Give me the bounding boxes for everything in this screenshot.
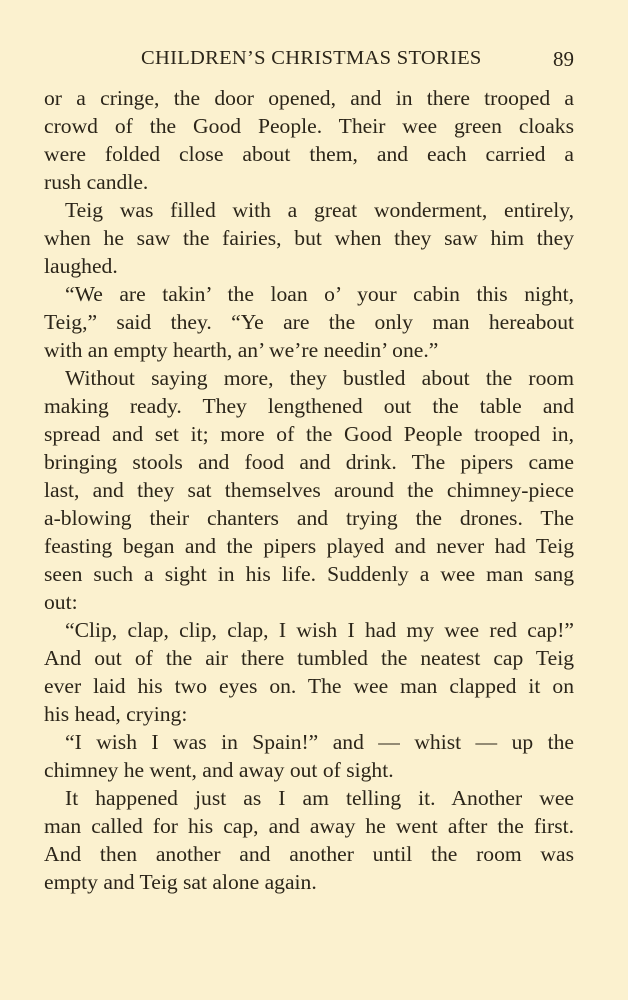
text-line: And out of the air there tumbled the neatest cap Teig <box>44 646 574 670</box>
text-line: bringing stools and food and drink. The pipers came <box>44 450 574 474</box>
text-line: with an empty hearth, an’ we’re needin’ one.” <box>44 338 439 362</box>
text-line: or a cringe, the door opened, and in there trooped a <box>44 86 574 110</box>
text-line: empty and Teig sat alone again. <box>44 870 317 894</box>
paragraph <box>44 728 574 784</box>
text-line: chimney he went, and away out of sight. <box>44 758 394 782</box>
running-title: CHILDREN’S CHRISTMAS STORIES <box>141 47 482 69</box>
text-line: laughed. <box>44 254 118 278</box>
text-line: Without saying more, they bustled about the room <box>65 366 574 390</box>
text-line: last, and they sat themselves around the chimney-piece <box>44 478 574 502</box>
paragraph <box>44 84 574 196</box>
text-line: were folded close about them, and each carried a <box>44 142 574 166</box>
text-line: Teig was filled with a great wonderment, entirely, <box>65 198 574 222</box>
text-line: “I wish I was in Spain!” and — whist — up the <box>65 730 574 754</box>
text-line: feasting began and the pipers played and never had Teig <box>44 534 574 558</box>
text-line: spread and set it; more of the Good People trooped in, <box>44 422 574 446</box>
paragraph <box>44 616 574 728</box>
paragraph <box>44 196 574 280</box>
text-line: “Clip, clap, clip, clap, I wish I had my wee red cap!” <box>65 618 574 642</box>
text-line: And then another and another until the room was <box>44 842 574 866</box>
text-line: when he saw the fairies, but when they saw him they <box>44 226 574 250</box>
text-line: a-blowing their chanters and trying the drones. The <box>44 506 574 530</box>
text-line: crowd of the Good People. Their wee green cloaks <box>44 114 574 138</box>
paragraph <box>44 364 574 616</box>
running-header <box>0 44 628 72</box>
text-line: rush candle. <box>44 170 149 194</box>
text-line: ever laid his two eyes on. The wee man clapped it on <box>44 674 574 698</box>
page-number: 89 <box>553 47 574 71</box>
text-line: seen such a sight in his life. Suddenly a wee man sang <box>44 562 574 586</box>
paragraph <box>44 280 574 364</box>
body-text <box>44 84 574 896</box>
paragraph <box>44 784 574 896</box>
text-line: making ready. They lengthened out the table and <box>44 394 574 418</box>
text-line: man called for his cap, and away he went after the first. <box>44 814 574 838</box>
text-line: out: <box>44 590 78 614</box>
text-line: It happened just as I am telling it. Another wee <box>65 786 574 810</box>
text-line: “We are takin’ the loan o’ your cabin this night, <box>65 282 574 306</box>
text-line: his head, crying: <box>44 702 188 726</box>
text-line: Teig,” said they. “Ye are the only man hereabout <box>44 310 574 334</box>
